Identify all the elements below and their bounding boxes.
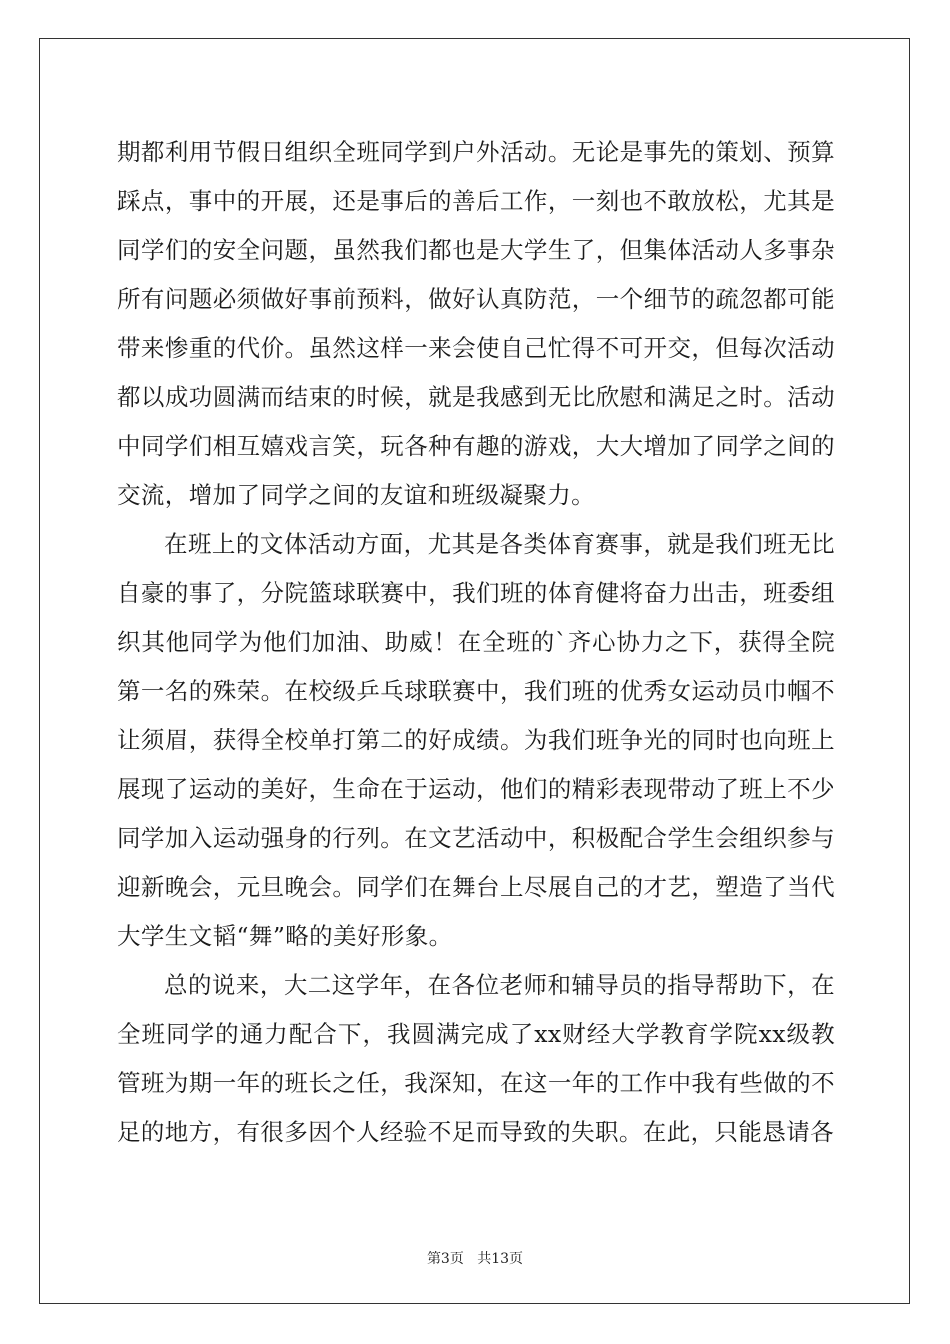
document-body (117, 128, 835, 1157)
page-total: 共13页 (477, 1251, 524, 1267)
page-footer (0, 1248, 950, 1268)
paragraph-2: 在班上的文体活动方面，尤其是各类体育赛事，就是我们班无比自豪的事了，分院篮球联赛中，我们班的体育健将奋力出击，班委组织其他同学为他们加油、助威！在全班的`齐心协力之下，获得全院第一名的殊荣。在校级乒乓球联赛中，我们班的优秀女运动员巾帼不让须眉，获得全校单打第二的好成绩。为我们班争光的同时也向班上展现了运动的美好，生命在于运动，他们的精彩表现带动了班上不少同学加入运动强身的行列。在文艺活动中，积极配合学生会组织参与迎新晚会，元旦晚会。同学们在舞台上尽展自己的才艺，塑造了当代大学生文韬“舞”略的美好形象。 (117, 530, 835, 950)
page-number: 第3页 (426, 1251, 464, 1267)
paragraph-1: 期都利用节假日组织全班同学到户外活动。无论是事先的策划、预算踩点，事中的开展，还是事后的善后工作，一刻也不敢放松，尤其是同学们的安全问题，虽然我们都也是大学生了，但集体活动人多事杂所有问题必须做好事前预料，做好认真防范，一个细节的疏忽都可能带来惨重的代价。虽然这样一来会使自己忙得不可开交，但每次活动都以成功圆满而结束的时候，就是我感到无比欣慰和满足之时。活动中同学们相互嬉戏言笑，玩各种有趣的游戏，大大增加了同学之间的交流，增加了同学之间的友谊和班级凝聚力。 (117, 138, 835, 509)
paragraph-3: 总的说来，大二这学年，在各位老师和辅导员的指导帮助下，在全班同学的通力配合下，我圆满完成了xx财经大学教育学院xx级教管班为期一年的班长之任，我深知，在这一年的工作中我有些做的不足的地方，有很多因个人经验不足而导致的失职。在此，只能恳请各 (117, 971, 835, 1146)
